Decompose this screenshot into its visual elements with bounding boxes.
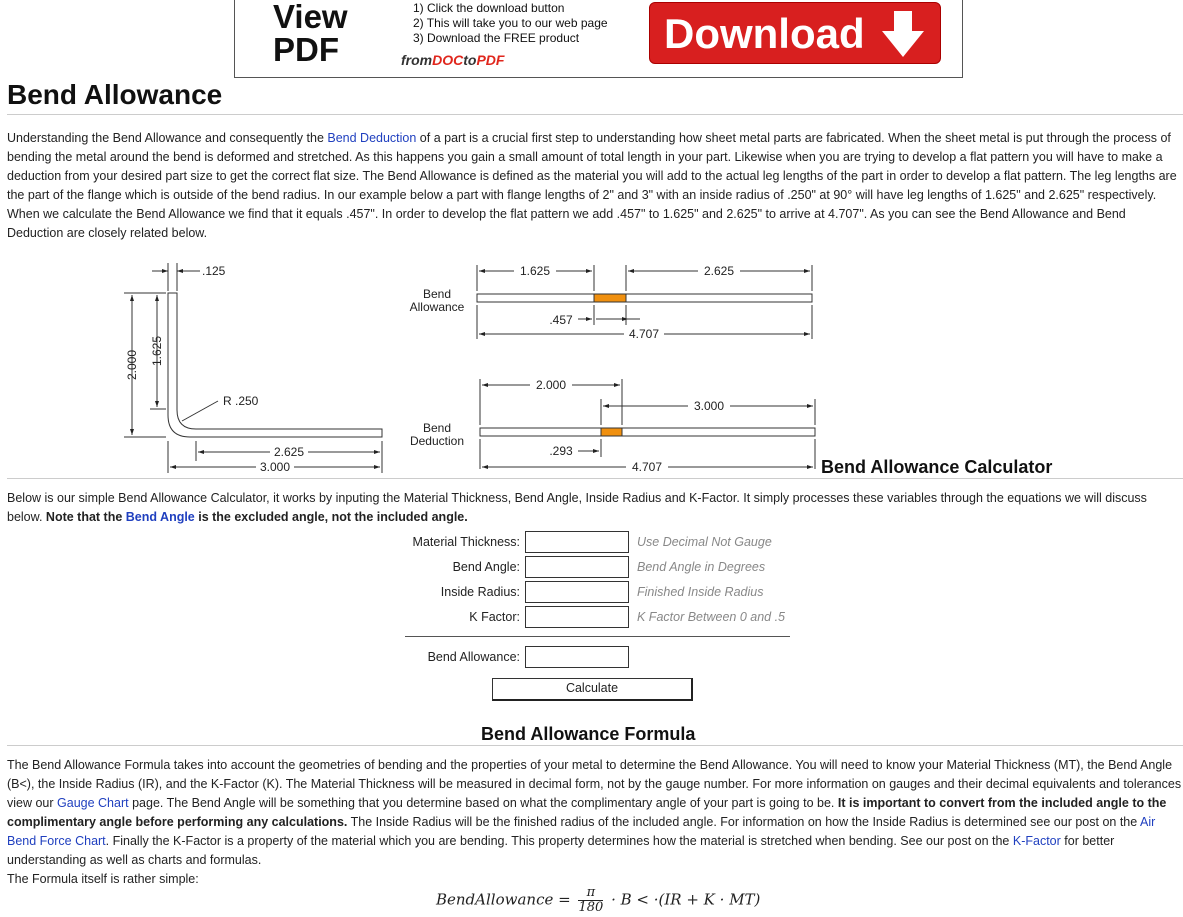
bd-dim-mid: .293 [549,444,573,458]
bd-label-line1: Bend [422,421,452,435]
ba-dim-left: 1.625 [519,264,551,278]
ad-step: 1) Click the download button [413,1,565,15]
ad-pdf-label: PDF [273,31,339,68]
material-thickness-label: Material Thickness: [412,535,520,549]
bd-label-line2: Deduction [409,434,465,448]
page-title: Bend Allowance [7,79,223,110]
brand-from: from [401,52,433,68]
equation-fraction [578,886,603,915]
ba-dim-mid: .457 [549,313,573,327]
formula-text: . Finally the K-Factor is a property of the material which you are bending. This property determines how the material is stretched when bending. See our post on the [105,834,1013,848]
formula-text: The Bend Allowance Formula takes into account the geometries of bending and the properties of your metal to determine the Bend Allowance. You will need to know your Material Thickness (MT), the Bend Angle (B<), the Inside Radius (IR), and the K-Factor (K). The Material Thickness will be measured in decimal form, not by the gauge number. For more information on gauges and their decimal equivalents and tolerances view our [7,758,1182,810]
download-arrow-icon [880,9,926,59]
calculator-divider [7,478,1183,479]
ba-dim-right: 2.625 [703,264,735,278]
bend-allowance-region [594,294,626,302]
k-factor-hint: K Factor Between 0 and .5 [637,610,786,624]
formula-title: Bend Allowance Formula [481,724,696,744]
k-factor-link[interactable]: K-Factor [1012,834,1061,848]
ba-label-line2: Allowance [409,300,465,314]
intro-text: Understanding the Bend Allowance and consequently the [7,131,328,145]
bd-dim-left: 2.000 [535,378,567,392]
inside-radius-row [380,581,800,605]
bd-dim-total: 4.707 [631,460,663,474]
ad-step: 2) This will take you to our web page [413,16,608,30]
bend-angle-label: Bend Angle: [452,560,520,574]
intro-paragraph [7,129,1183,243]
dim-thickness: .125 [202,264,226,278]
bend-diagram [0,255,1183,480]
dim-height-2000: 2.000 [125,349,139,381]
bend-angle-hint: Bend Angle in Degrees [637,560,766,574]
formula-bold-note: It is important to convert from the included angle to the complimentary angle before performing any calculations. [7,796,1167,829]
download-ad-banner[interactable] [234,0,963,78]
inside-radius-hint: Finished Inside Radius [637,585,764,599]
brand-pdf: PDF [476,52,505,68]
equation-rhs: · B < ·(IR + K · MT) [611,890,761,909]
equation-denominator: 180 [578,900,604,915]
dim-width-2625: 2.625 [273,445,305,459]
calculate-button[interactable]: Calculate [492,678,693,701]
bend-deduction-region [601,428,622,436]
form-divider [405,636,790,637]
k-factor-row [380,606,800,630]
brand-doc: DOC [432,52,464,68]
download-label: Download [664,10,865,57]
air-bend-force-chart-link[interactable]: Air Bend Force Chart [7,815,1156,848]
inside-radius-input[interactable] [525,581,629,603]
bend-angle-input[interactable] [525,556,629,578]
bd-dim-right: 3.000 [693,399,725,413]
brand-to: to [463,52,477,68]
calculator-title: Bend Allowance Calculator [821,457,1053,477]
formula-divider [7,745,1183,746]
bend-allowance-result-output[interactable] [525,646,629,668]
calc-desc-bold: Note that the [45,510,126,524]
material-thickness-input[interactable] [525,531,629,553]
formula-text: The Inside Radius will be the finished radius of the included angle. For information on how the Inside Radius is determined see our post on the [347,815,1140,829]
material-thickness-row [380,531,800,555]
bend-allowance-equation [436,886,760,915]
formula-text: for better understanding as well as charts and formulas. [7,834,1115,867]
gauge-chart-link[interactable]: Gauge Chart [57,796,129,810]
intro-text: of a part is a crucial first step to understanding how sheet metal parts are fabricated. When the sheet metal is put through the process of bending the metal around the bend is deformed and stretched. As this happens you gain a small amount of total length in your part. Likewise when you are trying to develop a flat pattern you will have to make a deduction from your desired part size to get the correct flat size. The Bend Allowance is defined as the material you will add to the actual leg lengths of the part in order to develop a flat pattern. The leg lengths are the part of the flange which is outside of the bend radius. In our example below a part with flange lengths of 2" and 3" with an inside radius of .250" at 90° will have leg lengths of 1.625" and 2.625" respectively. When we calculate the Bend Allowance we find that it equals .457". In order to develop the flat pattern we add .457" to 1.625" and 2.625" to arrive at 4.707". As you can see the Bend Allowance and Bend Deduction are closely related below. [7,131,1177,240]
k-factor-input[interactable] [525,606,629,628]
ad-steps [413,1,608,46]
material-thickness-hint: Use Decimal Not Gauge [637,535,772,549]
equation-lhs: BendAllowance = [436,890,571,909]
bend-allowance-result-label: Bend Allowance: [427,650,520,664]
equation-numerator: π [578,886,603,901]
title-divider [7,114,1183,115]
formula-intro-line: The Formula itself is rather simple: [7,872,199,886]
ad-view-pdf [273,0,348,66]
ad-view-label: View [273,0,348,35]
ba-dim-total: 4.707 [628,327,660,341]
calc-desc-bold: is the excluded angle, not the included angle. [194,510,468,524]
bend-deduction-link[interactable]: Bend Deduction [327,131,417,145]
bend-allowance-result-row [380,646,800,670]
k-factor-label: K Factor: [469,610,520,624]
bend-angle-link[interactable]: Bend Angle [125,510,195,524]
dim-radius: R .250 [223,394,259,408]
calculator-description [7,489,1183,527]
ba-label-line1: Bend [422,287,452,301]
bend-angle-row [380,556,800,580]
dim-height-1625: 1.625 [150,335,164,367]
formula-text: page. The Bend Angle will be something that you determine based on what the complimentary angle of your part is going to be. [128,796,838,810]
dim-width-3000: 3.000 [259,460,291,474]
ad-step: 3) Download the FREE product [413,31,580,45]
calc-desc-text: Below is our simple Bend Allowance Calculator, it works by inputing the Material Thickness, Bend Angle, Inside Radius and K-Factor. It simply processes these variables through the equations we will discuss below. [7,491,1147,524]
formula-paragraph [7,756,1183,889]
ad-download-button[interactable] [649,2,941,64]
ad-brand-logo [401,52,504,68]
inside-radius-label: Inside Radius: [440,585,520,599]
